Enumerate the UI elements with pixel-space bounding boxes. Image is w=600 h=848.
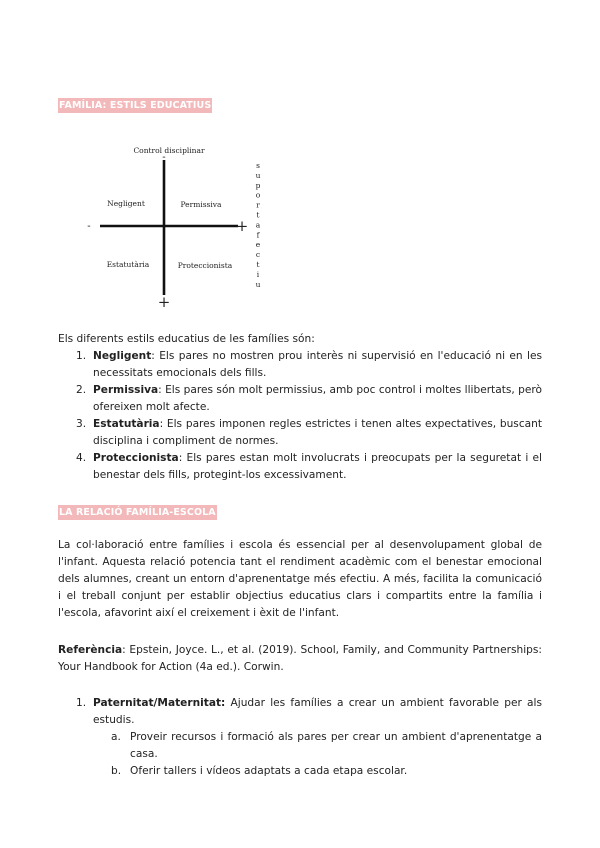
list-item [93,763,542,780]
list-item [58,695,542,780]
list-item [58,348,542,382]
subitem-text: Oferir tallers i vídeos adaptats a cada etapa escolar. [130,765,408,777]
list-number: 2. [76,384,87,396]
style-description: : Els pares no mostren prou interès ni supervisió en l'educació ni en les necessitats emocionals dels fills. [93,350,542,379]
reference-paragraph [58,642,542,676]
style-term: Proteccionista [93,452,179,464]
sign-left: - [87,221,91,232]
quadrant-protective: Proteccionista [177,261,233,270]
sign-top: - [162,152,166,163]
quadrant-permissive: Permissiva [180,200,222,209]
list-number: b. [111,765,122,777]
reference-text: : Epstein, Joyce. L., et al. (2019). School, Family, and Community Partnerships: Your Handbook for Action (4a ed.). Corwin. [58,644,542,673]
partnership-list [58,695,542,780]
quadrant-statutory: Estatutària [106,260,150,269]
subitem-text: Proveir recursos i formació als pares per crear un ambient d'aprenentatge a casa. [130,731,542,760]
list-number: 4. [76,452,87,464]
style-description: : Els pares són molt permissius, amb poc control i moltes llibertats, però ofereixen molt afecte. [93,384,542,413]
list-item [58,416,542,450]
section-heading-family-school: LA RELACIÓ FAMÍLIA-ESCOLA [59,507,216,518]
partnership-term: Paternitat/Maternitat: [93,697,226,709]
style-description: : Els pares imponen regles estrictes i tenen altes expectatives, buscant disciplina i compliment de normes. [93,418,542,447]
list-item [58,382,542,416]
partnership-text: Ajudar les famílies a crear un ambient favorable per als estudis. [93,697,542,726]
list-number: 3. [76,418,87,430]
styles-list [58,348,542,484]
style-description: : Els pares estan molt involucrats i preocupats per la seguretat i el benestar dels fills, protegint-los excessivament. [93,452,542,481]
list-number: 1. [76,697,87,709]
style-term: Permissiva [93,384,159,396]
axis-label-control: Control disciplinar [133,146,205,155]
list-number: 1. [76,350,87,362]
list-item [58,450,542,484]
styles-intro: Els diferents estils educatius de les famílies són: [58,333,315,345]
axis-label-affective-support: s u p o r t a f e c t i u [255,161,261,289]
parenting-styles-diagram [80,140,280,315]
style-term: Estatutària [93,418,160,430]
partnership-sublist [93,729,542,780]
section-heading-family-styles: FAMÍLIA: ESTILS EDUCATIUS [59,100,212,111]
sign-right: + [235,217,249,235]
reference-label: Referència [58,644,123,656]
style-term: Negligent [93,350,152,362]
list-number: a. [111,731,121,743]
list-item [93,729,542,763]
sign-bottom: + [157,293,171,311]
family-school-paragraph: La col·laboració entre famílies i escola és essencial per al desenvolupament global de l'infant. Aquesta relació potencia tant el rendiment acadèmic com el benestar emocional dels alumnes, creant un entorn d'aprenentatge més efectiu. A més, facilita la comunicació i el treball conjunt per establir objectius educatius clars i compartits entre la família i l'escola, afavorint així el creixement i èxit de l'infant. [58,539,542,619]
quadrant-negligent: Negligent [107,199,145,208]
